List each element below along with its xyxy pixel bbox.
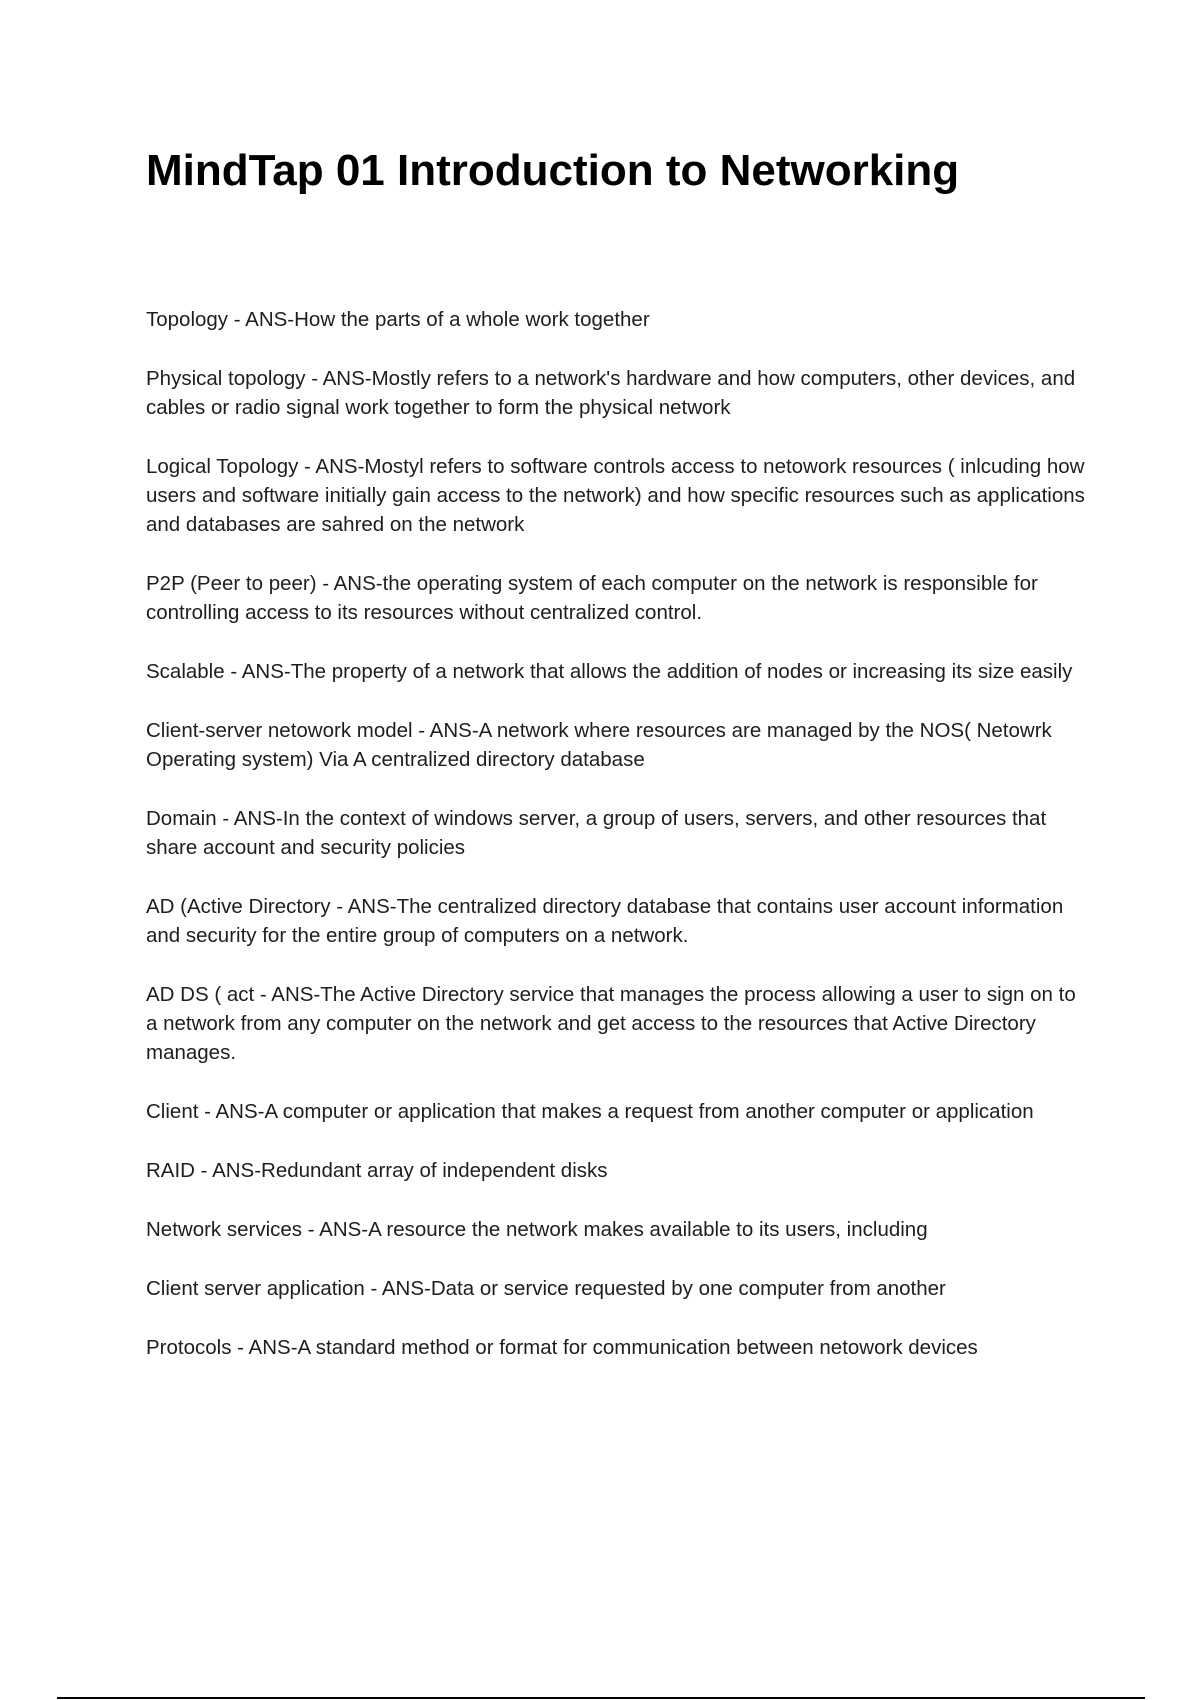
flashcard-entry-client-server-model: Client-server netowork model - ANS-A network where resources are managed by the NOS( Netowrk Operating system) Via A centralized directory database [146, 719, 1052, 771]
flashcard-entry-ad-ds: AD DS ( act - ANS-The Active Directory service that manages the process allowing a user to sign on to a network from any computer on the network and get access to the resources that Active Directory manages. [146, 983, 1076, 1064]
footer-divider [57, 1697, 1145, 1699]
flashcard-entry-protocols: Protocols - ANS-A standard method or format for communication between netowork devices [146, 1336, 978, 1359]
flashcard-entry-p2p: P2P (Peer to peer) - ANS-the operating system of each computer on the network is responsible for controlling access to its resources without centralized control. [146, 572, 1038, 624]
flashcard-entry-client-server-application: Client server application - ANS-Data or service requested by one computer from another [146, 1277, 946, 1300]
flashcard-entry-domain: Domain - ANS-In the context of windows server, a group of users, servers, and other resources that share account and security policies [146, 807, 1047, 859]
flashcard-entry-logical-topology: Logical Topology - ANS-Mostyl refers to software controls access to netowork resources ( inlcuding how users and software initially gain access to the network) and how specific resources such as applications and databases are sahred on the network [146, 455, 1085, 536]
flashcard-entry-topology: Topology - ANS-How the parts of a whole work together [146, 308, 650, 331]
flashcard-entry-network-services: Network services - ANS-A resource the network makes available to its users, including [146, 1218, 928, 1241]
flashcard-entry-active-directory: AD (Active Directory - ANS-The centralized directory database that contains user account information and security for the entire group of computers on a network. [146, 895, 1064, 947]
page-title: MindTap 01 Introduction to Networking [146, 146, 960, 195]
flashcard-list [146, 305, 1091, 1392]
flashcard-entry-client: Client - ANS-A computer or application that makes a request from another computer or application [146, 1100, 1034, 1123]
flashcard-entry-physical-topology: Physical topology - ANS-Mostly refers to a network's hardware and how computers, other devices, and cables or radio signal work together to form the physical network [146, 367, 1076, 419]
flashcard-entry-raid: RAID - ANS-Redundant array of independent disks [146, 1159, 608, 1182]
flashcard-entry-scalable: Scalable - ANS-The property of a network that allows the addition of nodes or increasing its size easily [146, 660, 1073, 683]
